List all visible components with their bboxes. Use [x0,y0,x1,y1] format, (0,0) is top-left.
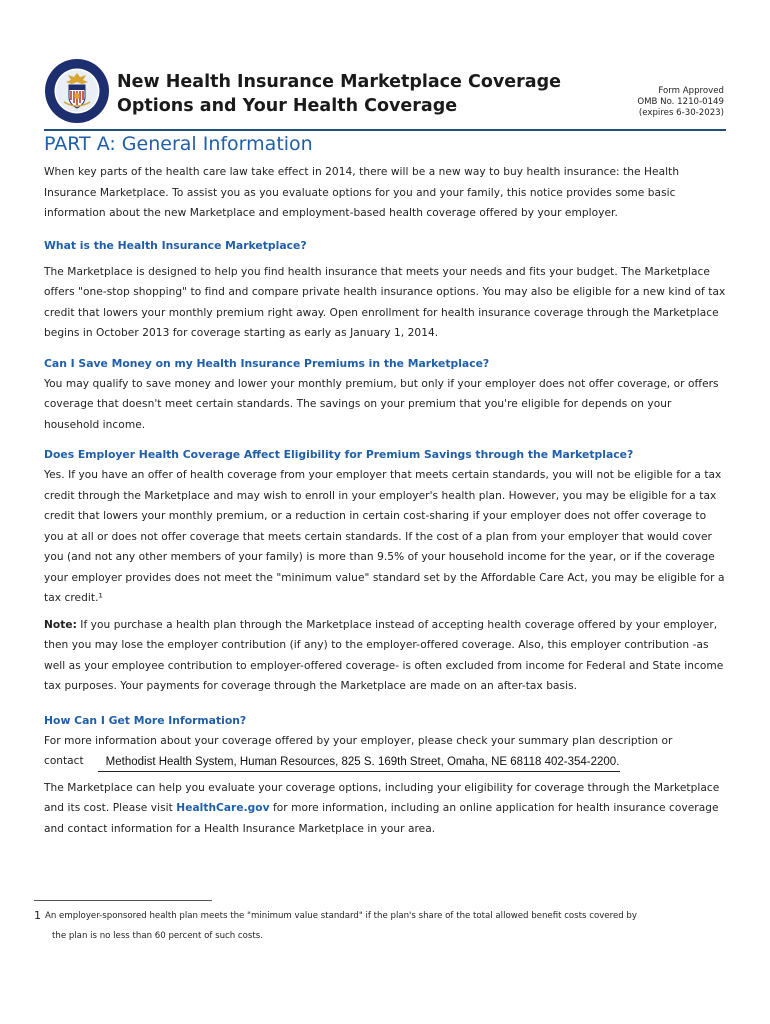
notice-body [44,162,728,839]
title-line-1: New Health Insurance Marketplace Coverage [117,72,561,92]
note-body: If you purchase a health plan through the Marketplace instead of accepting health coverage offered by your employer, then you may lose the employer contribution (if any) to the employer-offered coverage. Also, this employer contribution -as well as your employee contribution to employer-offered coverage- is often excluded from income for Federal and State income tax purposes. Your payments for coverage through the Marketplace are made on an after-tax basis. [44,618,724,692]
employer-coverage-body: Yes. If you have an offer of health coverage from your employer that meets certain standards, you will not be eligible for a tax credit through the Marketplace and may wish to enroll in your employer's health plan. However, you may be eligible for a tax credit that lowers your monthly premium, or a reduction in certain cost-sharing if your employer does not offer coverage to you at all or does not offer coverage that meets certain standards. If the cost of a plan from your employer that would cover you (and not any other members of your family) is more than 9.5% of your household income for the year, or if the coverage your employer provides does not meet the "minimum value" standard set by the Affordable Care Act, you may be eligible for a tax credit.¹ [44,469,725,604]
note-label: Note: [44,618,77,631]
form-approval-info [637,86,724,119]
header-divider [44,129,726,131]
part-a-title: PART A: General Information [44,133,313,155]
form-approved-label: Form Approved [658,86,724,96]
footnote [34,906,724,946]
footnote-number: 1 [34,909,41,922]
healthcare-gov-link[interactable]: HealthCare.gov [176,802,270,814]
more-info-body: For more information about your coverage offered by your employer, please check your summary plan description or [44,734,673,747]
contact-value-field[interactable]: Methodist Health System, Human Resources, 825 S. 169th Street, Omaha, NE 68118 402-354-2200. [98,754,620,772]
marketplace-help-text: The Marketplace can help you evaluate your coverage options, including your eligibility for coverage through the Marketplace and its cost. Please visit [44,781,720,814]
expiration-date: (expires 6-30-2023) [638,108,724,118]
contact-line [44,751,728,772]
marketplace-help-text-end: for more information, including an online application for health insurance coverage and contact information for a Health Insurance Marketplace in your area. [44,802,719,835]
save-money-heading: Can I Save Money on my Health Insurance Premiums in the Marketplace? [44,356,490,370]
footnote-line-1: An employer-sponsored health plan meets the "minimum value standard" if the plan's share of the total allowed benefit costs covered by [45,911,637,921]
employer-coverage-heading: Does Employer Health Coverage Affect Eligibility for Premium Savings through the Marketplace? [44,448,634,461]
footnote-line-2: the plan is no less than 60 percent of such costs. [52,931,263,941]
save-money-body: You may qualify to save money and lower your monthly premium, but only if your employer does not offer coverage, or offers coverage that doesn't meet certain standards. The savings on your premium that you're eligible for depends on your household income. [44,377,719,431]
footnote-divider [34,900,212,901]
marketplace-help-paragraph [44,778,728,840]
notice-title [117,70,587,118]
intro-paragraph: When key parts of the health care law take effect in 2014, there will be a new way to buy health insurance: the Health Insurance Marketplace. To assist you as you evaluate options for you and your family, this notice provides some basic information about the new Marketplace and employment-based health coverage offered by your employer. [44,166,680,219]
what-is-marketplace-heading: What is the Health Insurance Marketplace? [44,238,307,252]
title-line-2: Options and Your Health Coverage [117,96,458,116]
more-info-heading: How Can I Get More Information? [44,713,247,727]
contact-label: contact [44,755,84,767]
department-of-labor-seal [44,58,110,124]
what-is-marketplace-body: The Marketplace is designed to help you find health insurance that meets your needs and fits your budget. The Marketplace offers "one-stop shopping" to find and compare private health insurance options. You may also be eligible for a new kind of tax credit that lowers your monthly premium right away. Open enrollment for health insurance coverage through the Marketplace begins in October 2013 for coverage starting as early as January 1, 2014. [44,265,726,339]
omb-number: OMB No. 1210-0149 [637,97,724,107]
note-paragraph [44,615,728,697]
